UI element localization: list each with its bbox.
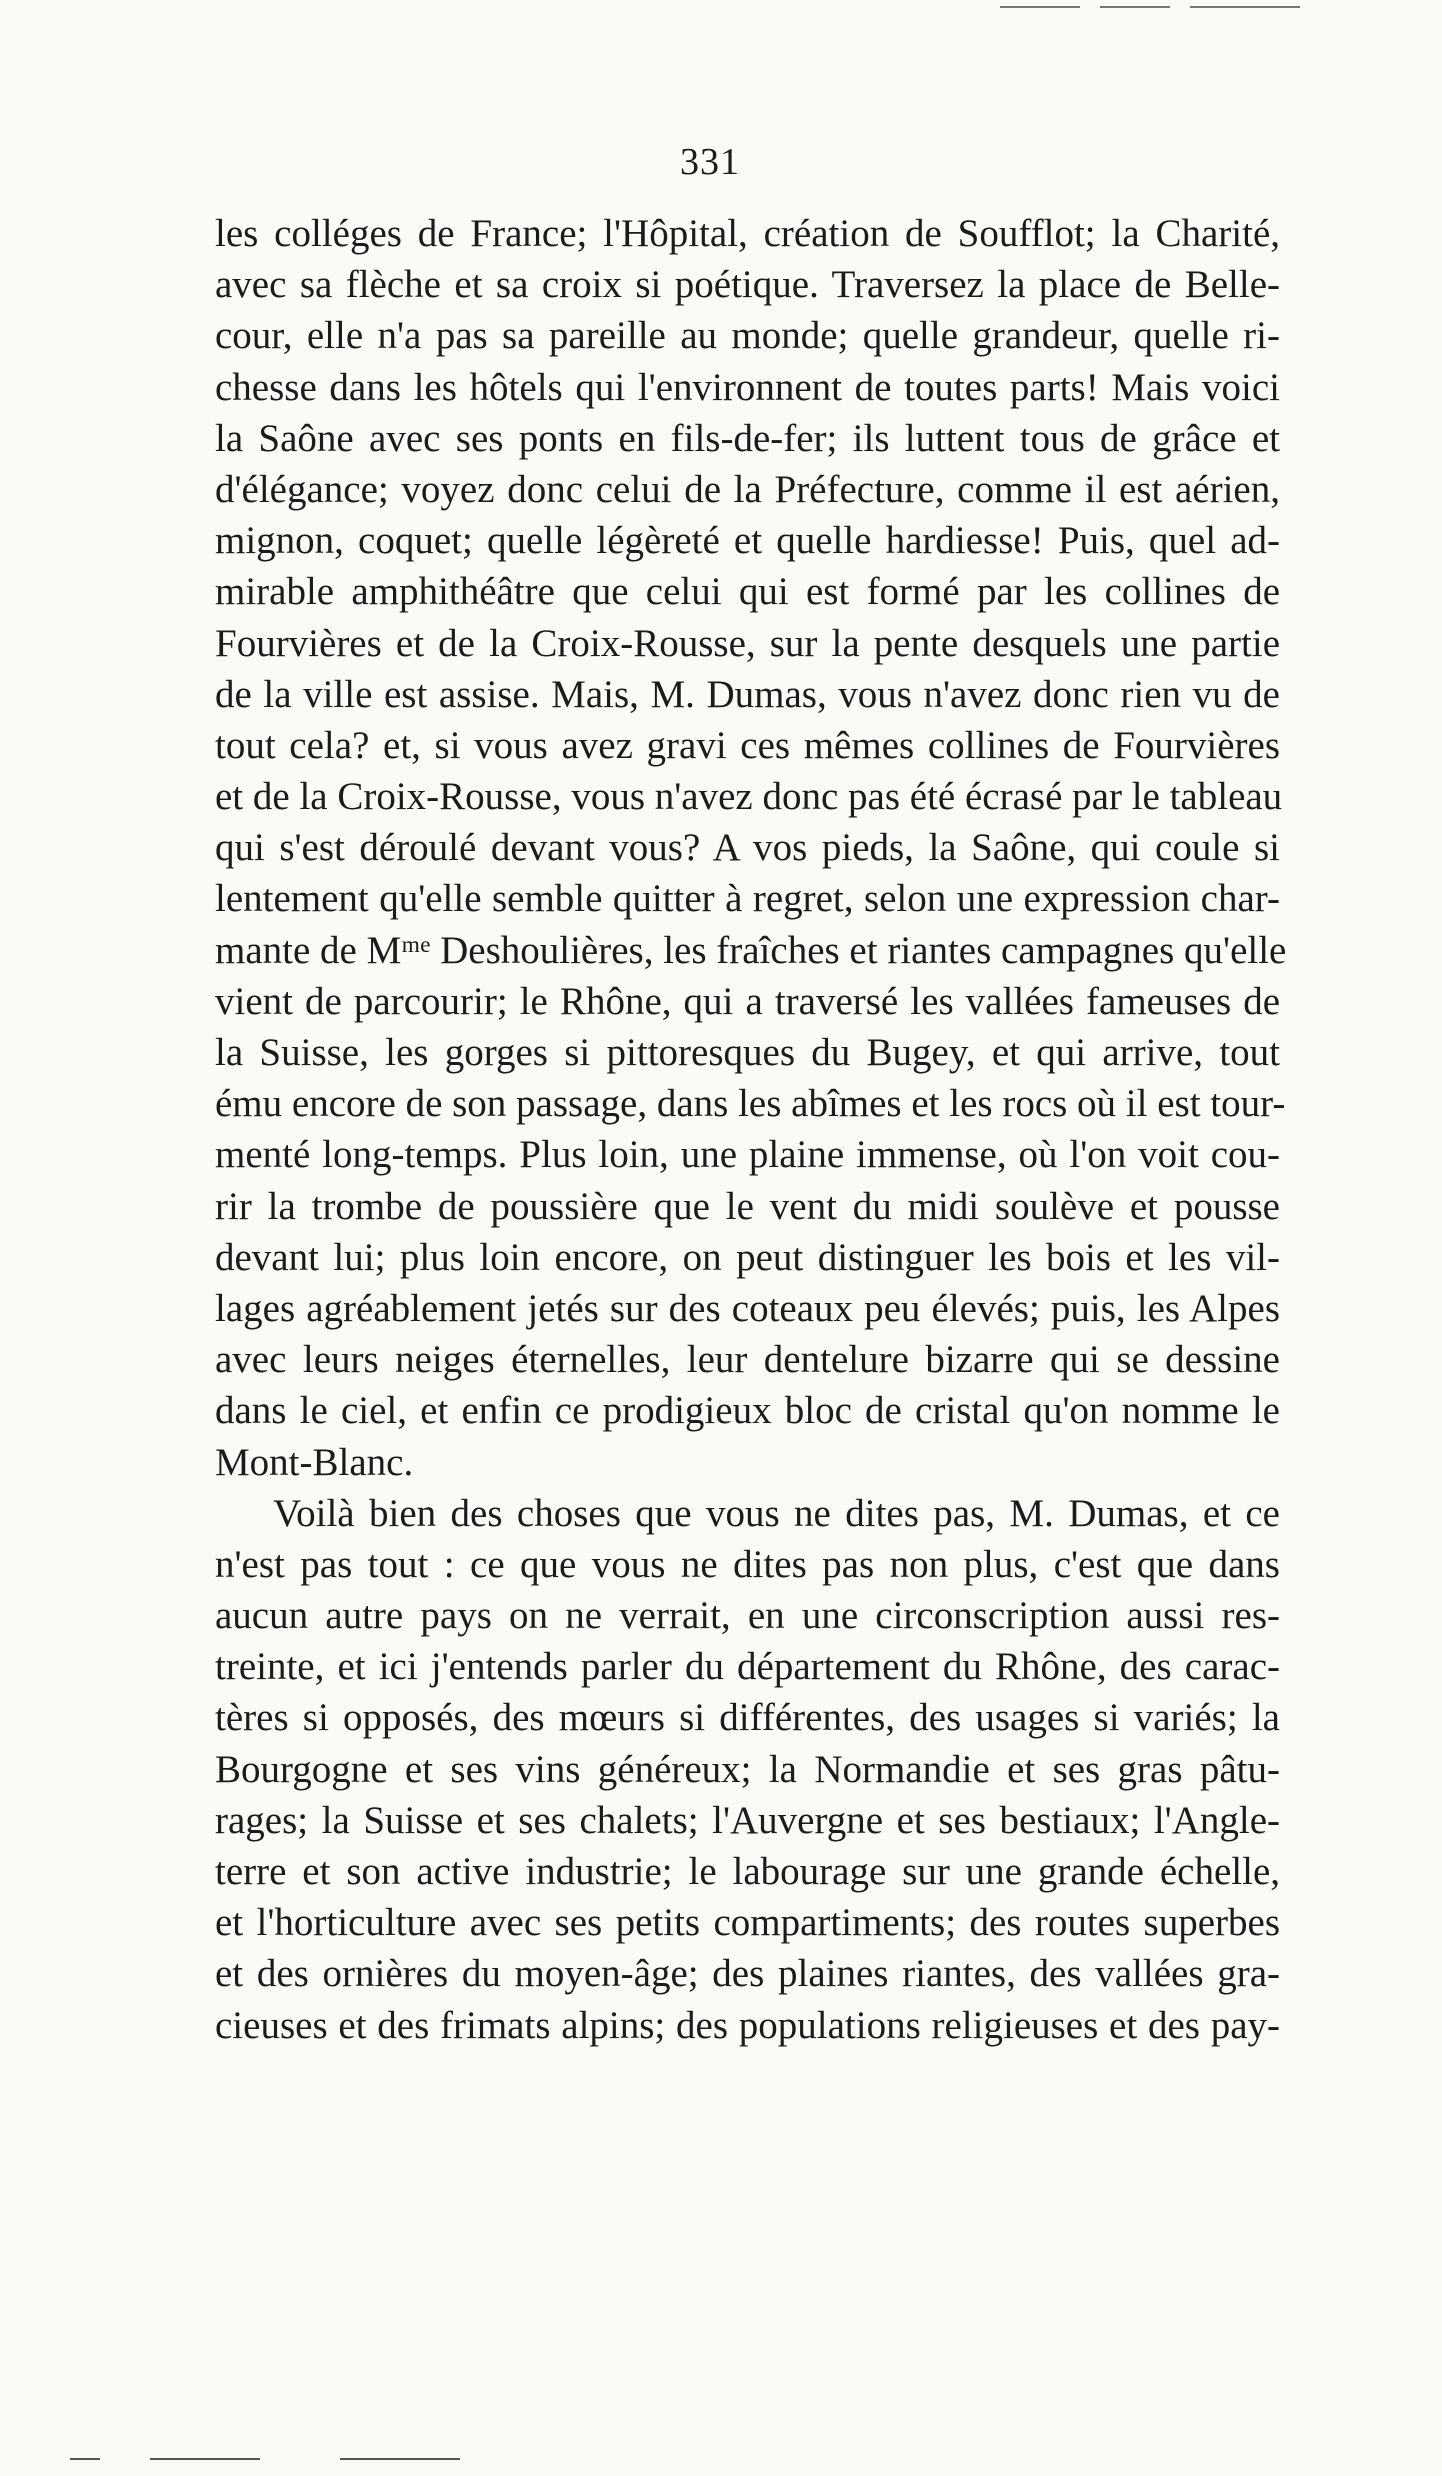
text-line: les colléges de France; l'Hôpital, création de Soufflot; la Charité,: [215, 212, 1280, 255]
text-line: Voilà bien des choses que vous ne dites pas, M. Dumas, et ce: [273, 1491, 1280, 1535]
text-line: vient de parcourir; le Rhône, qui a traversé les vallées fameuses de: [215, 979, 1280, 1023]
text-line: dans le ciel, et enfin ce prodigieux bloc de cristal qu'on nomme le: [215, 1389, 1280, 1433]
bottom-edge-marks: [0, 2450, 1442, 2470]
text-line: lages agréablement jetés sur des coteaux peu élevés; puis, les Alpes: [215, 1286, 1280, 1330]
text-line: Fourvières et de la Croix-Rousse, sur la pente desquels une partie: [215, 621, 1280, 665]
text-line: ému encore de son passage, dans les abîmes et les rocs où il est tour-: [215, 1082, 1286, 1126]
text-line: n'est pas tout : ce que vous ne dites pas non plus, c'est que dans: [215, 1542, 1280, 1586]
text-line: d'élégance; voyez donc celui de la Préfecture, comme il est aérien,: [215, 467, 1280, 511]
text-line: treinte, et ici j'entends parler du département du Rhône, des carac-: [215, 1645, 1280, 1689]
text-line: avec sa flèche et sa croix si poétique. Traversez la place de Belle-: [215, 263, 1280, 307]
text-line: tout cela? et, si vous avez gravi ces mêmes collines de Fourvières: [215, 723, 1280, 767]
text-line: lentement qu'elle semble quitter à regret, selon une expression char-: [215, 877, 1280, 921]
text-line: devant lui; plus loin encore, on peut distinguer les bois et les vil-: [215, 1235, 1280, 1279]
text-line: et l'horticulture avec ses petits compartiments; des routes superbes: [215, 1901, 1280, 1945]
text-line: chesse dans les hôtels qui l'environnent de toutes parts! Mais voici: [215, 365, 1280, 409]
bottom-edge-rule: [70, 2458, 100, 2460]
text-line: la Saône avec ses ponts en fils-de-fer; ils luttent tous de grâce et: [215, 416, 1280, 460]
text-line: menté long-temps. Plus loin, une plaine immense, où l'on voit cou-: [215, 1133, 1280, 1177]
text-line: la Suisse, les gorges si pittoresques du Bugey, et qui arrive, tout: [215, 1031, 1280, 1074]
page-number: 331: [680, 141, 740, 183]
text-line: Bourgogne et ses vins généreux; la Normandie et ses gras pâtu-: [215, 1747, 1280, 1791]
text-line: mignon, coquet; quelle légèreté et quelle hardiesse! Puis, quel ad-: [215, 519, 1280, 563]
top-edge-rule: [1100, 6, 1170, 8]
text-line: rages; la Suisse et ses chalets; l'Auvergne et ses bestiaux; l'Angle-: [215, 1798, 1280, 1842]
bottom-edge-rule: [150, 2458, 260, 2460]
text-line: terre et son active industrie; le labourage sur une grande échelle,: [215, 1850, 1280, 1893]
text-line: aucun autre pays on ne verrait, en une circonscription aussi res-: [215, 1594, 1280, 1638]
body-text: [215, 208, 1287, 2051]
text-line: cieuses et des frimats alpins; des populations religieuses et des pay-: [215, 2003, 1280, 2047]
text-line: de la ville est assise. Mais, M. Dumas, vous n'avez donc rien vu de: [215, 672, 1280, 716]
text-line: mirable amphithéâtre que celui qui est formé par les collines de: [215, 570, 1280, 614]
text-line: cour, elle n'a pas sa pareille au monde; quelle grandeur, quelle ri-: [215, 314, 1280, 358]
text-line: rir la trombe de poussière que le vent du midi soulève et pousse: [215, 1184, 1280, 1228]
top-edge-rule: [1190, 6, 1300, 8]
text-line: tères si opposés, des mœurs si différentes, des usages si variés; la: [215, 1696, 1280, 1740]
text-line: et de la Croix-Rousse, vous n'avez donc pas été écrasé par le tableau: [215, 775, 1283, 819]
text-line: qui s'est déroulé devant vous? A vos pieds, la Saône, qui coule si: [215, 826, 1280, 870]
text-line: mante de Mᵐᵉ Deshoulières, les fraîches et riantes campagnes qu'elle: [215, 928, 1287, 972]
text-line: et des ornières du moyen-âge; des plaines riantes, des vallées gra-: [215, 1952, 1280, 1996]
text-line: avec leurs neiges éternelles, leur dentelure bizarre qui se dessine: [215, 1338, 1280, 1382]
top-edge-rule: [1000, 6, 1080, 8]
bottom-edge-rule: [340, 2458, 460, 2460]
text-line: Mont-Blanc.: [215, 1440, 414, 1484]
